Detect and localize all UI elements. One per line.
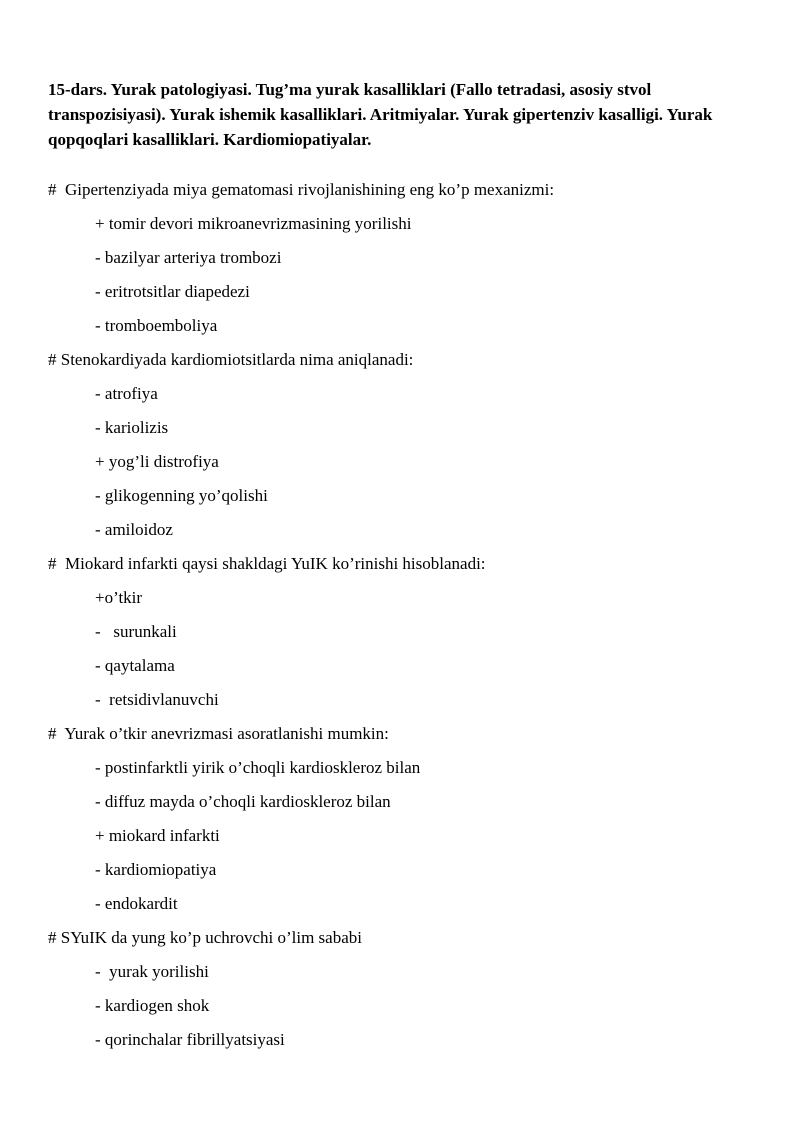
- answer-option: - diffuz mayda o’choqli kardioskleroz bilan: [95, 792, 391, 811]
- question-4: # Yurak o’tkir anevrizmasi asoratlanishi mumkin:: [48, 724, 389, 743]
- question-5: # SYuIK da yung ko’p uchrovchi o’lim sababi: [48, 928, 362, 947]
- question-1: # Gipertenziyada miya gematomasi rivojlanishining eng ko’p mexanizmi:: [48, 180, 555, 199]
- question-2: # Stenokardiyada kardiomiotsitlarda nima aniqlanadi:: [48, 350, 414, 369]
- answer-option: - kariolizis: [95, 418, 169, 437]
- answer-option: - tromboemboliya: [95, 316, 218, 335]
- answer-option: + yog’li distrofiya: [95, 452, 219, 471]
- answer-option: - qaytalama: [95, 656, 175, 675]
- answer-option: - eritrotsitlar diapedezi: [95, 282, 250, 301]
- answer-option: + tomir devori mikroanevrizmasining yorilishi: [95, 214, 412, 233]
- answer-option: - kardiomiopatiya: [95, 860, 217, 879]
- answer-option: - bazilyar arteriya trombozi: [95, 248, 282, 267]
- answer-option: +o’tkir: [95, 588, 143, 607]
- answer-option: - atrofiya: [95, 384, 158, 403]
- answer-option: - endokardit: [95, 894, 178, 913]
- answer-option: - glikogenning yo’qolishi: [95, 486, 268, 505]
- answer-option: - qorinchalar fibrillyatsiyasi: [95, 1030, 285, 1049]
- answer-option: - postinfarktli yirik o’choqli kardioskleroz bilan: [95, 758, 421, 777]
- answer-option: + miokard infarkti: [95, 826, 220, 845]
- answer-option: - amiloidoz: [95, 520, 173, 539]
- answer-option: - surunkali: [95, 622, 177, 641]
- answer-option: - kardiogen shok: [95, 996, 210, 1015]
- lesson-title: 15-dars. Yurak patologiyasi. Tug’ma yurak kasalliklari (Fallo tetradasi, asosiy stvol transpozisiyasi). Yurak ishemik kasalliklari. Aritmiyalar. Yurak gipertenziv kasalligi. Yurak qopqoqlari kasalliklari. Kardiomiopatiyalar.: [48, 80, 713, 149]
- question-3: # Miokard infarkti qaysi shakldagi YuIK ko’rinishi hisoblanadi:: [48, 554, 486, 573]
- answer-option: - yurak yorilishi: [95, 962, 209, 981]
- question-list: [0, 176, 800, 1060]
- answer-option: - retsidivlanuvchi: [95, 690, 219, 709]
